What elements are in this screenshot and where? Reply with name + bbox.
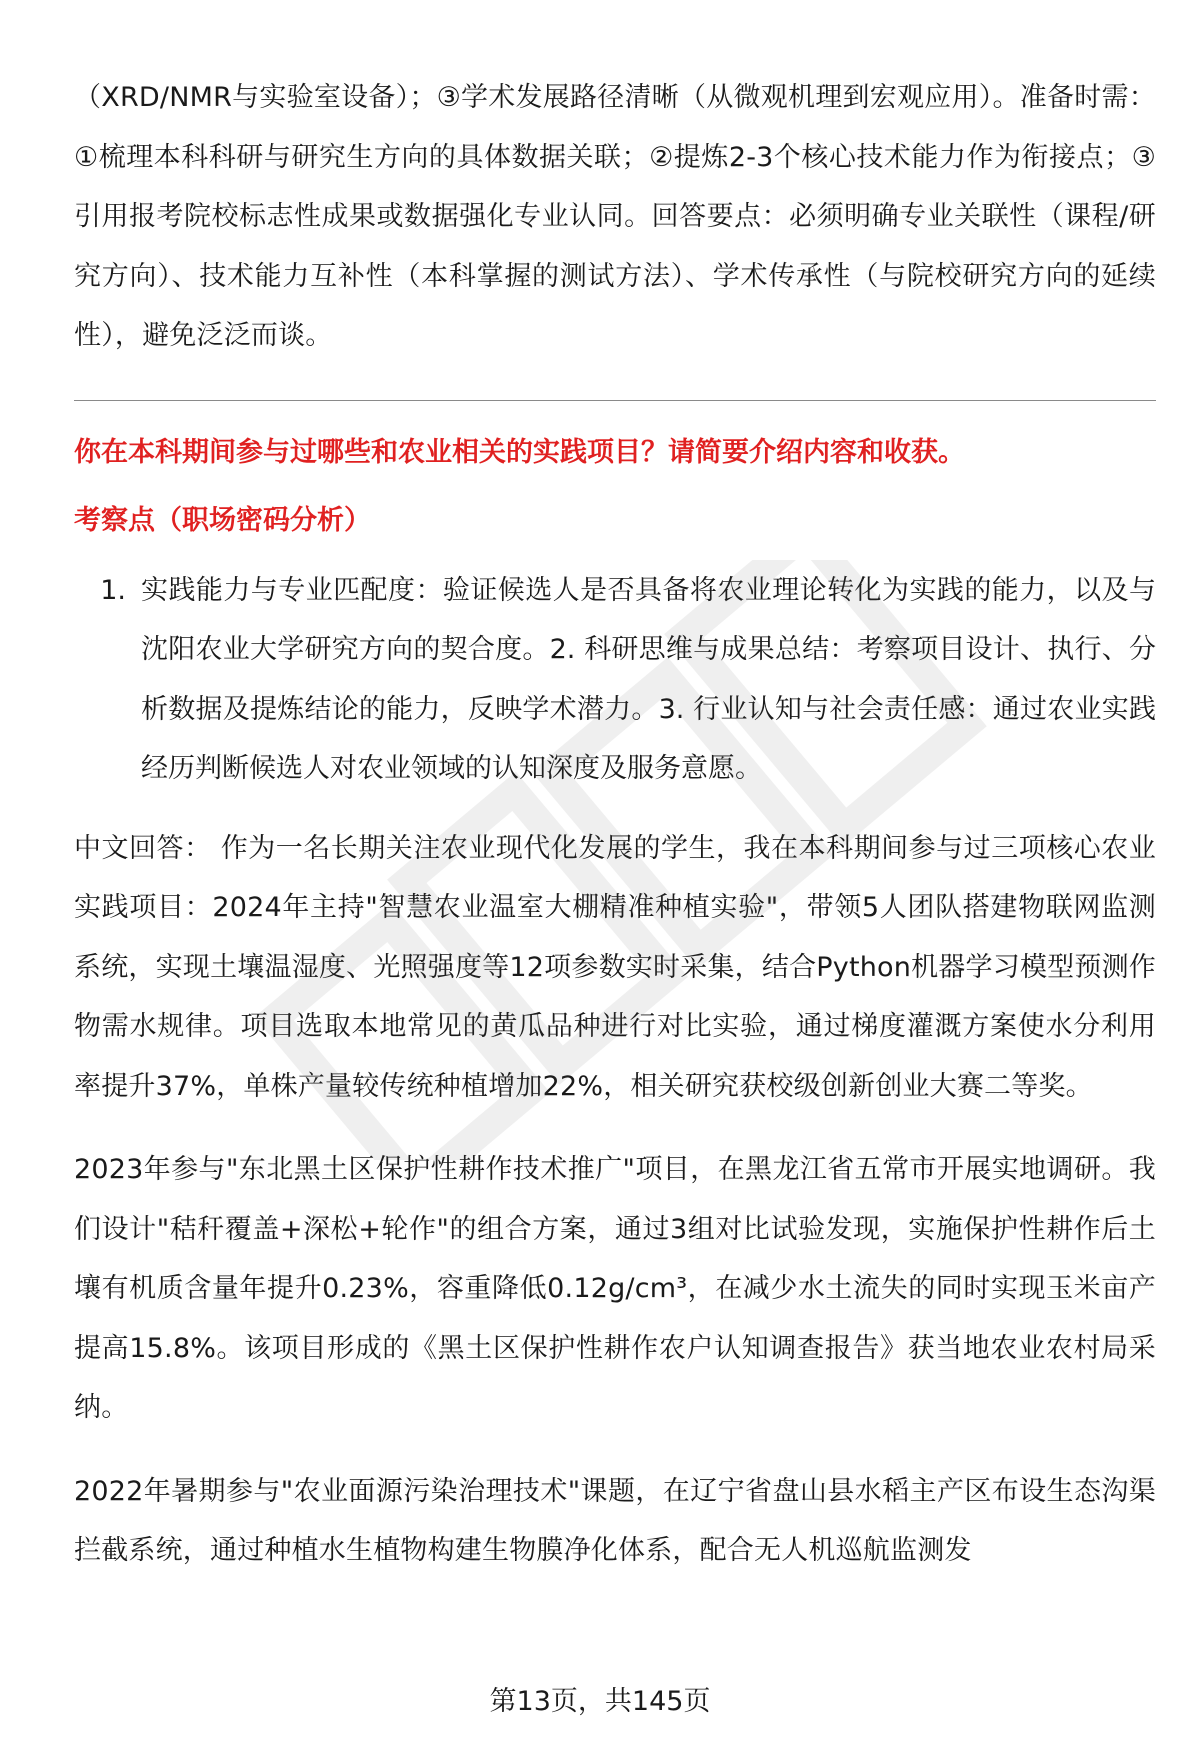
answer-paragraph-3: 2022年暑期参与"农业面源污染治理技术"课题，在辽宁省盘山县水稻主产区布设生态沟渠拦截系统，通过种植水生植物构建生物膜净化体系，配合无人机巡航监测发 <box>74 1475 1156 1566</box>
page-content <box>74 68 1156 1581</box>
page-footer: 第13页，共145页 <box>489 1686 711 1717</box>
list-number: 1. <box>100 574 126 606</box>
section-heading: 考察点（职场密码分析） <box>74 504 371 536</box>
answer-paragraph-2: 2023年参与"东北黑土区保护性耕作技术推广"项目，在黑龙江省五常市开展实地调研。我们设计"秸秆覆盖+深松+轮作"的组合方案，通过3组对比试验发现，实施保护性耕作后土壤有机质含量年提升0.23%，容重降低0.12g/cm³，在减少水土流失的同时实现玉米亩产提高15.8%。该项目形成的《黑土区保护性耕作农户认知调查报告》获当地农业农村局采纳。 <box>74 1154 1156 1423</box>
question-heading: 你在本科期间参与过哪些和农业相关的实践项目？请简要介绍内容和收获。 <box>74 436 965 468</box>
intro-paragraph: （XRD/NMR与实验室设备）；③学术发展路径清晰（从微观机理到宏观应用）。准备时需：①梳理本科科研与研究生方向的具体数据关联；②提炼2-3个核心技术能力作为衔接点；③引用报考院校标志性成果或数据强化专业认同。回答要点：必须明确专业关联性（课程/研究方向）、技术能力互补性（本科掌握的测试方法）、学术传承性（与院校研究方向的延续性），避免泛泛而谈。 <box>74 82 1156 351</box>
answer-paragraph-1: 中文回答： 作为一名长期关注农业现代化发展的学生，我在本科期间参与过三项核心农业实践项目：2024年主持"智慧农业温室大棚精准种植实验"，带领5人团队搭建物联网监测系统，实现土壤温湿度、光照强度等12项参数实时采集，结合Python机器学习模型预测作物需水规律。项目选取本地常见的黄瓜品种进行对比实验，通过梯度灌溉方案使水分利用率提升37%，单株产量较传统种植增加22%，相关研究获校级创新创业大赛二等奖。 <box>74 832 1156 1102</box>
section-divider <box>74 400 1156 401</box>
numbered-list-item <box>74 561 1156 799</box>
list-item-text: 实践能力与专业匹配度：验证候选人是否具备将农业理论转化为实践的能力，以及与沈阳农业大学研究方向的契合度。2. 科研思维与成果总结：考察项目设计、执行、分析数据及提炼结论的能力，反映学术潜力。3. 行业认知与社会责任感：通过农业实践经历判断候选人对农业领域的认知深度及服务意愿。 <box>141 574 1156 784</box>
